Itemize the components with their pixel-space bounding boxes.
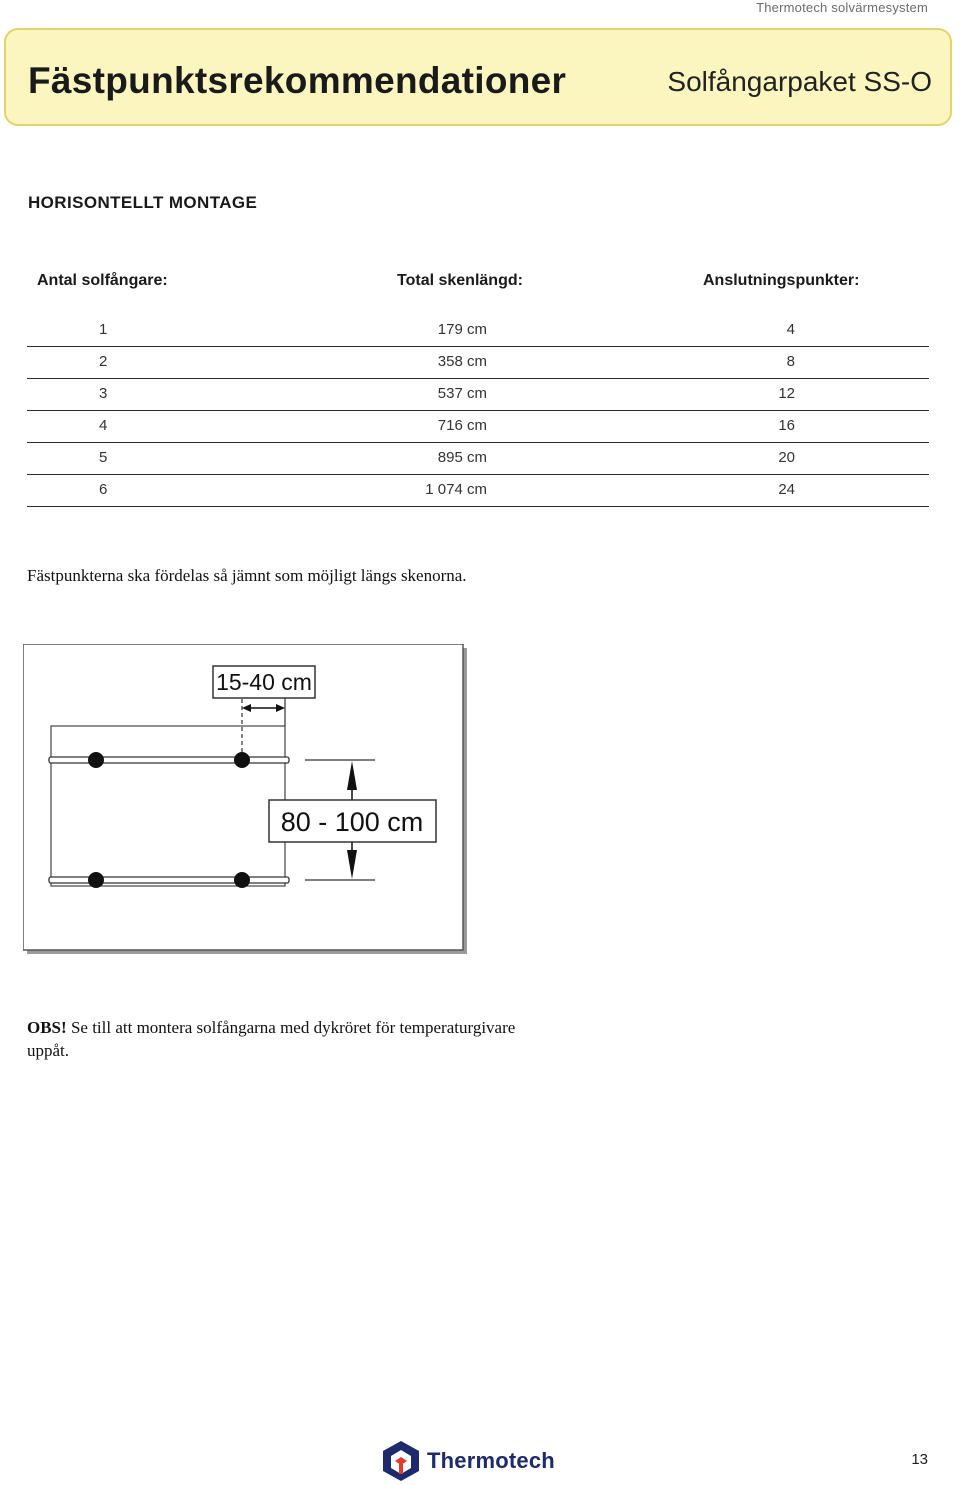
table-row [27, 475, 929, 507]
table-row [27, 347, 929, 379]
cell-connection-points: 12 [778, 385, 795, 402]
page-number: 13 [911, 1451, 928, 1468]
cell-rail-length: 537 cm [437, 385, 487, 402]
fixing-point [88, 752, 104, 768]
cell-collectors: 3 [99, 385, 108, 402]
cell-rail-length: 716 cm [437, 417, 487, 434]
table-row [27, 443, 929, 475]
rail-top [49, 757, 289, 763]
cell-collectors: 1 [99, 321, 108, 338]
cell-collectors: 2 [99, 353, 108, 370]
page-title: Fästpunktsrekommendationer [28, 60, 567, 101]
table-row [27, 379, 929, 411]
mounting-diagram [23, 644, 468, 956]
fixing-point [234, 872, 250, 888]
section-heading: HORISONTELLT MONTAGE [28, 193, 258, 212]
obs-note [27, 1016, 547, 1062]
cell-collectors: 6 [99, 481, 108, 498]
label-spacing: 15-40 cm [216, 669, 312, 695]
title-banner [4, 28, 952, 126]
label-rail-distance: 80 - 100 cm [280, 807, 424, 837]
distribution-note: Fästpunkterna ska fördelas så jämnt som möjligt längs skenorna. [27, 566, 467, 585]
cell-rail-length: 358 cm [437, 353, 487, 370]
document-series-label: Thermotech solvärmesystem [756, 0, 928, 15]
cell-connection-points: 8 [786, 353, 795, 370]
column-header-rail-length: Total skenlängd: [397, 272, 523, 289]
fixing-point [88, 872, 104, 888]
specs-table [27, 315, 929, 507]
cell-rail-length: 895 cm [437, 449, 487, 466]
cell-collectors: 5 [99, 449, 108, 466]
cell-connection-points: 16 [778, 417, 795, 434]
fixing-point [234, 752, 250, 768]
collector-panel [51, 726, 285, 886]
obs-text: Se till att montera solfångarna med dykröret för temperaturgivare uppåt. [27, 1018, 516, 1060]
page-subtitle: Solfångarpaket SS-O [667, 66, 932, 97]
rail-bottom [49, 877, 289, 883]
table-row [27, 411, 929, 443]
thermotech-logo [381, 1440, 571, 1482]
logo-text: Thermotech [427, 1448, 555, 1473]
cell-connection-points: 4 [786, 321, 795, 338]
obs-prefix: OBS! [27, 1018, 67, 1037]
cell-collectors: 4 [99, 417, 108, 434]
cell-rail-length: 1 074 cm [425, 481, 487, 498]
cell-rail-length: 179 cm [437, 321, 487, 338]
cell-connection-points: 20 [778, 449, 795, 466]
column-header-connection-points: Anslutningspunkter: [703, 272, 860, 289]
column-header-collectors: Antal solfångare: [37, 272, 168, 289]
table-row [27, 315, 929, 347]
cell-connection-points: 24 [778, 481, 795, 498]
thermotech-logo-icon [381, 1440, 421, 1482]
